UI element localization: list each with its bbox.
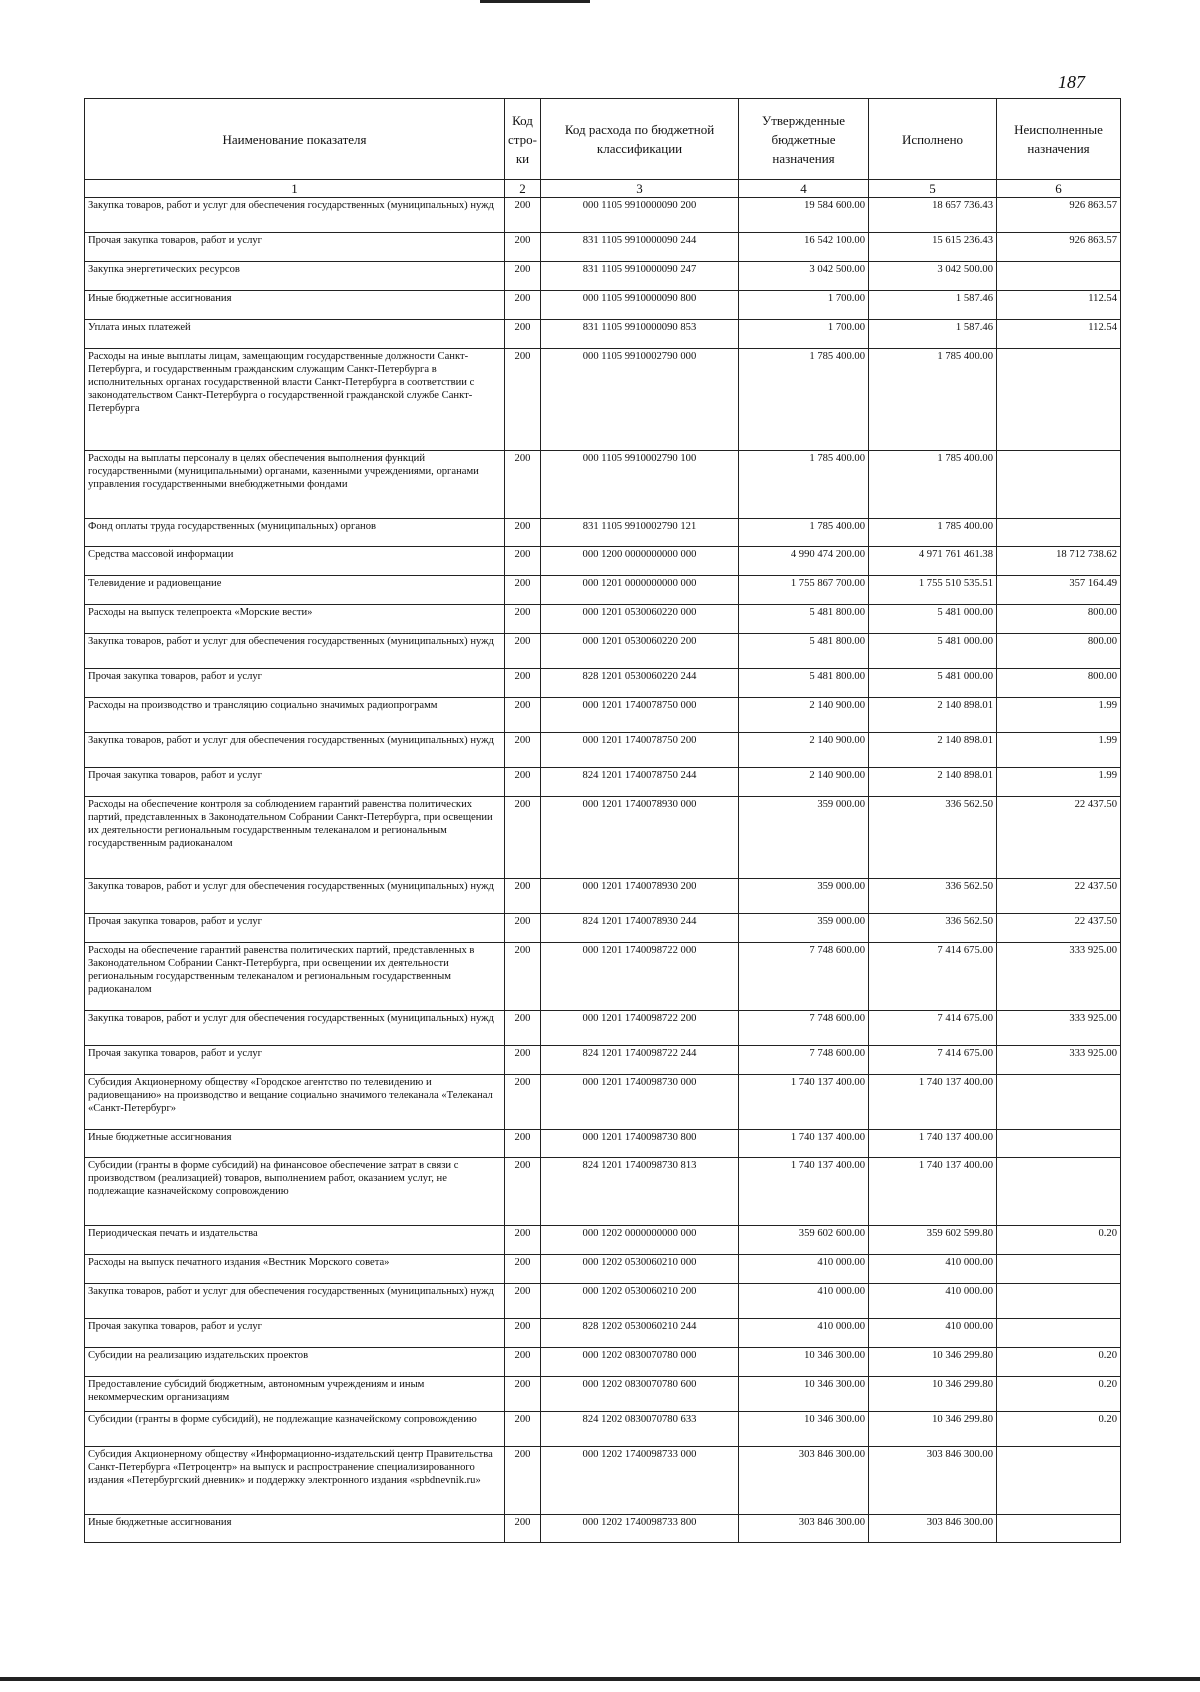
row-line-code-cell: 200 (505, 1377, 541, 1412)
table-row (85, 519, 1121, 547)
row-executed-cell: 1 785 400.00 (869, 349, 997, 451)
row-unexecuted-cell: 22 437.50 (997, 797, 1121, 879)
row-approved-cell: 1 785 400.00 (739, 451, 869, 519)
row-line-code-cell: 200 (505, 1011, 541, 1046)
row-name-cell: Прочая закупка товаров, работ и услуг (85, 768, 505, 797)
row-line-code-cell: 200 (505, 879, 541, 914)
header-approved: Утвержденные бюджетные назначения (739, 99, 869, 180)
row-line-code-cell: 200 (505, 1447, 541, 1515)
row-unexecuted-cell: 0.20 (997, 1226, 1121, 1255)
row-unexecuted-cell (997, 1075, 1121, 1130)
row-line-code-cell: 200 (505, 451, 541, 519)
row-line-code-cell: 200 (505, 1412, 541, 1447)
page-number: 187 (1058, 72, 1085, 92)
row-budget-code-cell: 000 1201 0530060220 200 (541, 634, 739, 669)
row-executed-cell: 7 414 675.00 (869, 1046, 997, 1075)
row-approved-cell: 1 740 137 400.00 (739, 1075, 869, 1130)
row-executed-cell: 5 481 000.00 (869, 669, 997, 698)
table-row (85, 547, 1121, 576)
row-unexecuted-cell (997, 1158, 1121, 1226)
row-budget-code-cell: 000 1201 1740098722 000 (541, 943, 739, 1011)
table-row (85, 1011, 1121, 1046)
table-row (85, 943, 1121, 1011)
row-budget-code-cell: 000 1105 9910002790 100 (541, 451, 739, 519)
row-budget-code-cell: 831 1105 9910000090 247 (541, 262, 739, 291)
row-executed-cell: 303 846 300.00 (869, 1447, 997, 1515)
table-row (85, 733, 1121, 768)
row-executed-cell: 7 414 675.00 (869, 1011, 997, 1046)
header-row (85, 99, 1121, 180)
table-row (85, 291, 1121, 320)
row-name-cell: Прочая закупка товаров, работ и услуг (85, 1319, 505, 1348)
row-name-cell: Уплата иных платежей (85, 320, 505, 349)
row-unexecuted-cell: 18 712 738.62 (997, 547, 1121, 576)
row-budget-code-cell: 000 1105 9910002790 000 (541, 349, 739, 451)
row-budget-code-cell: 000 1201 1740098722 200 (541, 1011, 739, 1046)
row-name-cell: Расходы на выпуск телепроекта «Морские вести» (85, 605, 505, 634)
row-budget-code-cell: 000 1202 1740098733 800 (541, 1515, 739, 1543)
row-line-code-cell: 200 (505, 1255, 541, 1284)
column-number: 5 (869, 180, 997, 198)
row-approved-cell: 359 000.00 (739, 879, 869, 914)
row-line-code-cell: 200 (505, 943, 541, 1011)
row-unexecuted-cell: 0.20 (997, 1348, 1121, 1377)
row-unexecuted-cell: 926 863.57 (997, 198, 1121, 233)
row-budget-code-cell: 000 1202 0830070780 000 (541, 1348, 739, 1377)
row-budget-code-cell: 000 1202 0530060210 200 (541, 1284, 739, 1319)
row-name-cell: Закупка товаров, работ и услуг для обеспечения государственных (муниципальных) нужд (85, 879, 505, 914)
table-row (85, 320, 1121, 349)
row-unexecuted-cell: 333 925.00 (997, 943, 1121, 1011)
row-name-cell: Иные бюджетные ассигнования (85, 1515, 505, 1543)
row-approved-cell: 5 481 800.00 (739, 605, 869, 634)
row-budget-code-cell: 000 1202 0000000000 000 (541, 1226, 739, 1255)
row-approved-cell: 303 846 300.00 (739, 1515, 869, 1543)
row-name-cell: Закупка товаров, работ и услуг для обеспечения государственных (муниципальных) нужд (85, 1284, 505, 1319)
table-row (85, 698, 1121, 733)
row-approved-cell: 10 346 300.00 (739, 1377, 869, 1412)
row-budget-code-cell: 824 1202 0830070780 633 (541, 1412, 739, 1447)
table-row (85, 1348, 1121, 1377)
row-approved-cell: 410 000.00 (739, 1255, 869, 1284)
row-unexecuted-cell: 0.20 (997, 1412, 1121, 1447)
row-name-cell: Расходы на обеспечение контроля за соблюдением гарантий равенства политических партий, представленных в Законодательном Собрании Санкт-Петербурга, при освещении их деятельности региональным государственным телеканалом и региональным государственным радиоканалом (85, 797, 505, 879)
row-line-code-cell: 200 (505, 797, 541, 879)
row-approved-cell: 1 740 137 400.00 (739, 1158, 869, 1226)
row-executed-cell: 336 562.50 (869, 914, 997, 943)
row-unexecuted-cell (997, 1515, 1121, 1543)
row-name-cell: Иные бюджетные ассигнования (85, 1130, 505, 1158)
table-row (85, 1255, 1121, 1284)
row-line-code-cell: 200 (505, 698, 541, 733)
row-budget-code-cell: 000 1201 1740078750 000 (541, 698, 739, 733)
row-executed-cell: 2 140 898.01 (869, 733, 997, 768)
column-number: 6 (997, 180, 1121, 198)
row-approved-cell: 1 755 867 700.00 (739, 576, 869, 605)
row-line-code-cell: 200 (505, 1130, 541, 1158)
row-line-code-cell: 200 (505, 669, 541, 698)
row-unexecuted-cell (997, 1255, 1121, 1284)
row-executed-cell: 1 740 137 400.00 (869, 1075, 997, 1130)
row-name-cell: Периодическая печать и издательства (85, 1226, 505, 1255)
row-executed-cell: 1 587.46 (869, 291, 997, 320)
bottom-edge-rule (0, 1677, 1200, 1681)
row-name-cell: Телевидение и радиовещание (85, 576, 505, 605)
row-name-cell: Закупка товаров, работ и услуг для обеспечения государственных (муниципальных) нужд (85, 198, 505, 233)
row-line-code-cell: 200 (505, 1284, 541, 1319)
table-row (85, 1130, 1121, 1158)
row-line-code-cell: 200 (505, 605, 541, 634)
row-line-code-cell: 200 (505, 1515, 541, 1543)
row-budget-code-cell: 000 1105 9910000090 200 (541, 198, 739, 233)
row-name-cell: Прочая закупка товаров, работ и услуг (85, 914, 505, 943)
table-row (85, 1075, 1121, 1130)
row-approved-cell: 4 990 474 200.00 (739, 547, 869, 576)
top-edge-mark (480, 0, 590, 3)
row-unexecuted-cell: 357 164.49 (997, 576, 1121, 605)
row-budget-code-cell: 000 1202 0530060210 000 (541, 1255, 739, 1284)
row-approved-cell: 359 000.00 (739, 914, 869, 943)
row-name-cell: Расходы на обеспечение гарантий равенства политических партий, представленных в Законодательном Собрании Санкт-Петербурга, при освещении их деятельности региональным государственным телеканалом и региональным государственным радиоканалом (85, 943, 505, 1011)
row-executed-cell: 1 785 400.00 (869, 519, 997, 547)
row-executed-cell: 410 000.00 (869, 1255, 997, 1284)
row-line-code-cell: 200 (505, 1075, 541, 1130)
row-name-cell: Субсидии (гранты в форме субсидий) на финансовое обеспечение затрат в связи с производством (реализацией) товаров, выполнением работ, оказанием услуг, не подлежащие казначейскому сопровождению (85, 1158, 505, 1226)
column-number-row (85, 180, 1121, 198)
row-name-cell: Субсидия Акционерному обществу «Информационно-издательский центр Правительства Санкт-Петербурга «Петроцентр» на выпуск и распространение специализированного издания «Петербургский дневник» и поддержку электронного издания «spbdnevnik.ru» (85, 1447, 505, 1515)
row-approved-cell: 359 000.00 (739, 797, 869, 879)
row-budget-code-cell: 000 1201 1740078930 200 (541, 879, 739, 914)
row-name-cell: Закупка товаров, работ и услуг для обеспечения государственных (муниципальных) нужд (85, 1011, 505, 1046)
row-approved-cell: 359 602 600.00 (739, 1226, 869, 1255)
row-executed-cell: 10 346 299.80 (869, 1377, 997, 1412)
column-number: 4 (739, 180, 869, 198)
row-name-cell: Прочая закупка товаров, работ и услуг (85, 669, 505, 698)
column-number: 3 (541, 180, 739, 198)
table-body (85, 198, 1121, 1543)
row-executed-cell: 2 140 898.01 (869, 768, 997, 797)
row-budget-code-cell: 000 1201 1740078930 000 (541, 797, 739, 879)
row-executed-cell: 336 562.50 (869, 879, 997, 914)
row-line-code-cell: 200 (505, 1046, 541, 1075)
row-line-code-cell: 200 (505, 320, 541, 349)
row-unexecuted-cell: 22 437.50 (997, 914, 1121, 943)
table-row (85, 1515, 1121, 1543)
row-executed-cell: 15 615 236.43 (869, 233, 997, 262)
row-budget-code-cell: 828 1202 0530060210 244 (541, 1319, 739, 1348)
table-row (85, 1226, 1121, 1255)
row-line-code-cell: 200 (505, 733, 541, 768)
row-unexecuted-cell: 0.20 (997, 1377, 1121, 1412)
table-row (85, 879, 1121, 914)
row-name-cell: Прочая закупка товаров, работ и услуг (85, 1046, 505, 1075)
row-executed-cell: 359 602 599.80 (869, 1226, 997, 1255)
row-approved-cell: 7 748 600.00 (739, 1046, 869, 1075)
row-budget-code-cell: 000 1201 1740098730 000 (541, 1075, 739, 1130)
row-budget-code-cell: 824 1201 1740098730 813 (541, 1158, 739, 1226)
row-executed-cell: 1 785 400.00 (869, 451, 997, 519)
row-unexecuted-cell (997, 519, 1121, 547)
row-approved-cell: 19 584 600.00 (739, 198, 869, 233)
row-line-code-cell: 200 (505, 519, 541, 547)
row-executed-cell: 5 481 000.00 (869, 634, 997, 669)
row-executed-cell: 1 740 137 400.00 (869, 1158, 997, 1226)
row-approved-cell: 1 785 400.00 (739, 349, 869, 451)
row-unexecuted-cell (997, 1130, 1121, 1158)
row-name-cell: Расходы на производство и трансляцию социально значимых радиопрограмм (85, 698, 505, 733)
table-row (85, 1046, 1121, 1075)
row-unexecuted-cell: 926 863.57 (997, 233, 1121, 262)
row-unexecuted-cell (997, 1447, 1121, 1515)
header-name: Наименование показателя (85, 99, 505, 180)
row-line-code-cell: 200 (505, 198, 541, 233)
row-budget-code-cell: 824 1201 1740098722 244 (541, 1046, 739, 1075)
table-row (85, 1447, 1121, 1515)
row-budget-code-cell: 000 1201 0530060220 000 (541, 605, 739, 634)
row-approved-cell: 3 042 500.00 (739, 262, 869, 291)
row-name-cell: Средства массовой информации (85, 547, 505, 576)
table-row (85, 1412, 1121, 1447)
row-name-cell: Закупка товаров, работ и услуг для обеспечения государственных (муниципальных) нужд (85, 634, 505, 669)
row-unexecuted-cell (997, 451, 1121, 519)
row-name-cell: Субсидии на реализацию издательских проектов (85, 1348, 505, 1377)
row-budget-code-cell: 828 1201 0530060220 244 (541, 669, 739, 698)
row-unexecuted-cell: 800.00 (997, 669, 1121, 698)
row-executed-cell: 336 562.50 (869, 797, 997, 879)
row-unexecuted-cell (997, 349, 1121, 451)
row-executed-cell: 10 346 299.80 (869, 1412, 997, 1447)
row-budget-code-cell: 824 1201 1740078930 244 (541, 914, 739, 943)
row-approved-cell: 410 000.00 (739, 1284, 869, 1319)
row-line-code-cell: 200 (505, 349, 541, 451)
row-name-cell: Субсидия Акционерному обществу «Городское агентство по телевидению и радиовещанию» на производство и вещание социально значимого телеканала «Телеканал «Санкт-Петербург» (85, 1075, 505, 1130)
row-budget-code-cell: 000 1201 1740078750 200 (541, 733, 739, 768)
row-unexecuted-cell: 112.54 (997, 320, 1121, 349)
row-name-cell: Расходы на выпуск печатного издания «Вестник Морского совета» (85, 1255, 505, 1284)
row-approved-cell: 1 785 400.00 (739, 519, 869, 547)
table-row (85, 233, 1121, 262)
table-row (85, 1319, 1121, 1348)
row-line-code-cell: 200 (505, 291, 541, 320)
row-budget-code-cell: 000 1202 1740098733 000 (541, 1447, 739, 1515)
row-line-code-cell: 200 (505, 547, 541, 576)
row-budget-code-cell: 824 1201 1740078750 244 (541, 768, 739, 797)
row-approved-cell: 2 140 900.00 (739, 698, 869, 733)
table-row (85, 914, 1121, 943)
row-executed-cell: 303 846 300.00 (869, 1515, 997, 1543)
row-line-code-cell: 200 (505, 634, 541, 669)
table-row (85, 576, 1121, 605)
row-unexecuted-cell: 1.99 (997, 733, 1121, 768)
row-budget-code-cell: 000 1201 0000000000 000 (541, 576, 739, 605)
row-executed-cell: 1 740 137 400.00 (869, 1130, 997, 1158)
header-line-code: Код стро- ки (505, 99, 541, 180)
header-budget-code: Код расхода по бюджетной классификации (541, 99, 739, 180)
row-approved-cell: 1 740 137 400.00 (739, 1130, 869, 1158)
header-unexecuted: Неисполненные назначения (997, 99, 1121, 180)
row-line-code-cell: 200 (505, 576, 541, 605)
row-unexecuted-cell: 333 925.00 (997, 1011, 1121, 1046)
table-row (85, 262, 1121, 291)
row-name-cell: Иные бюджетные ассигнования (85, 291, 505, 320)
row-executed-cell: 1 755 510 535.51 (869, 576, 997, 605)
row-name-cell: Расходы на выплаты персоналу в целях обеспечения выполнения функций государственными (муниципальными) органами, казенными учреждениями, органами управления государственными внебюджетными фондами (85, 451, 505, 519)
row-approved-cell: 303 846 300.00 (739, 1447, 869, 1515)
row-line-code-cell: 200 (505, 262, 541, 291)
row-approved-cell: 2 140 900.00 (739, 768, 869, 797)
column-number: 2 (505, 180, 541, 198)
row-unexecuted-cell: 112.54 (997, 291, 1121, 320)
row-unexecuted-cell: 800.00 (997, 605, 1121, 634)
row-budget-code-cell: 000 1202 0830070780 600 (541, 1377, 739, 1412)
row-approved-cell: 16 542 100.00 (739, 233, 869, 262)
row-approved-cell: 1 700.00 (739, 320, 869, 349)
row-unexecuted-cell: 333 925.00 (997, 1046, 1121, 1075)
row-line-code-cell: 200 (505, 233, 541, 262)
row-executed-cell: 10 346 299.80 (869, 1348, 997, 1377)
row-unexecuted-cell: 22 437.50 (997, 879, 1121, 914)
row-budget-code-cell: 831 1105 9910000090 244 (541, 233, 739, 262)
table-row (85, 1377, 1121, 1412)
row-budget-code-cell: 000 1200 0000000000 000 (541, 547, 739, 576)
row-budget-code-cell: 831 1105 9910000090 853 (541, 320, 739, 349)
row-executed-cell: 4 971 761 461.38 (869, 547, 997, 576)
row-executed-cell: 18 657 736.43 (869, 198, 997, 233)
row-budget-code-cell: 831 1105 9910002790 121 (541, 519, 739, 547)
row-name-cell: Закупка товаров, работ и услуг для обеспечения государственных (муниципальных) нужд (85, 733, 505, 768)
table-row (85, 634, 1121, 669)
table-row (85, 451, 1121, 519)
row-executed-cell: 5 481 000.00 (869, 605, 997, 634)
row-line-code-cell: 200 (505, 1158, 541, 1226)
row-unexecuted-cell (997, 1319, 1121, 1348)
row-name-cell: Фонд оплаты труда государственных (муниципальных) органов (85, 519, 505, 547)
row-budget-code-cell: 000 1201 1740098730 800 (541, 1130, 739, 1158)
row-line-code-cell: 200 (505, 1319, 541, 1348)
row-executed-cell: 3 042 500.00 (869, 262, 997, 291)
header-executed: Исполнено (869, 99, 997, 180)
row-executed-cell: 1 587.46 (869, 320, 997, 349)
row-executed-cell: 410 000.00 (869, 1284, 997, 1319)
row-approved-cell: 10 346 300.00 (739, 1412, 869, 1447)
row-name-cell: Закупка энергетических ресурсов (85, 262, 505, 291)
row-name-cell: Субсидии (гранты в форме субсидий), не подлежащие казначейскому сопровождению (85, 1412, 505, 1447)
row-executed-cell: 410 000.00 (869, 1319, 997, 1348)
table-row (85, 349, 1121, 451)
row-line-code-cell: 200 (505, 1348, 541, 1377)
row-budget-code-cell: 000 1105 9910000090 800 (541, 291, 739, 320)
row-name-cell: Расходы на иные выплаты лицам, замещающим государственные должности Санкт-Петербурга, и государственным гражданским служащим Санкт-Петербурга в исполнительных органах государственной власти Санкт-Петербурга в соответствии с законодательством Санкт-Петербурга о государственной гражданской службе Санкт-Петербурга (85, 349, 505, 451)
table-row (85, 605, 1121, 634)
row-approved-cell: 7 748 600.00 (739, 943, 869, 1011)
row-line-code-cell: 200 (505, 1226, 541, 1255)
row-approved-cell: 1 700.00 (739, 291, 869, 320)
row-executed-cell: 2 140 898.01 (869, 698, 997, 733)
row-executed-cell: 7 414 675.00 (869, 943, 997, 1011)
table-row (85, 768, 1121, 797)
row-approved-cell: 10 346 300.00 (739, 1348, 869, 1377)
row-unexecuted-cell (997, 262, 1121, 291)
row-approved-cell: 5 481 800.00 (739, 634, 869, 669)
budget-execution-table (84, 98, 1121, 1543)
row-approved-cell: 2 140 900.00 (739, 733, 869, 768)
table-row (85, 669, 1121, 698)
row-line-code-cell: 200 (505, 768, 541, 797)
row-unexecuted-cell: 1.99 (997, 768, 1121, 797)
table-row (85, 1158, 1121, 1226)
row-approved-cell: 410 000.00 (739, 1319, 869, 1348)
table-row (85, 1284, 1121, 1319)
table-row (85, 797, 1121, 879)
table-row (85, 198, 1121, 233)
row-unexecuted-cell (997, 1284, 1121, 1319)
row-approved-cell: 7 748 600.00 (739, 1011, 869, 1046)
row-unexecuted-cell: 800.00 (997, 634, 1121, 669)
row-approved-cell: 5 481 800.00 (739, 669, 869, 698)
column-number: 1 (85, 180, 505, 198)
row-unexecuted-cell: 1.99 (997, 698, 1121, 733)
row-line-code-cell: 200 (505, 914, 541, 943)
row-name-cell: Прочая закупка товаров, работ и услуг (85, 233, 505, 262)
row-name-cell: Предоставление субсидий бюджетным, автономным учреждениям и иным некоммерческим организациям (85, 1377, 505, 1412)
